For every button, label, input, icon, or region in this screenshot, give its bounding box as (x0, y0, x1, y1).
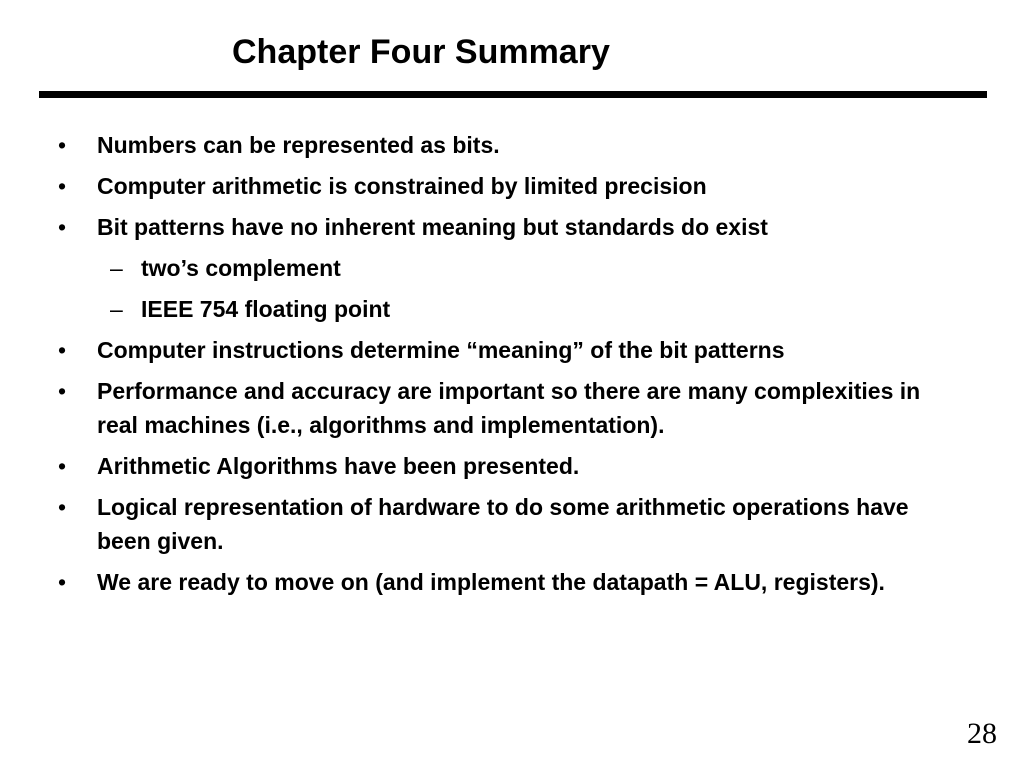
bullet-item (0, 333, 1024, 367)
bullet-marker: • (58, 378, 67, 404)
bullet-item (0, 565, 1024, 599)
bullet-marker: • (58, 173, 67, 199)
bullet-item (0, 210, 1024, 244)
sub-bullet-marker: – (110, 255, 123, 281)
bullet-marker: • (58, 337, 67, 363)
bullet-item (0, 374, 1024, 442)
bullet-text: Numbers can be represented as bits. (97, 132, 500, 158)
bullet-item (0, 490, 1024, 558)
bullet-item (0, 169, 1024, 203)
bullet-marker: • (58, 214, 67, 240)
bullet-item (0, 449, 1024, 483)
bullet-text: We are ready to move on (and implement the datapath = ALU, registers). (97, 569, 885, 595)
page-number: 28 (967, 717, 997, 750)
bullet-text: Computer instructions determine “meaning” of the bit patterns (97, 337, 785, 363)
bullet-marker: • (58, 453, 67, 479)
bullet-text: Performance and accuracy are important so there are many complexities in real machines (i.e., algorithms and implementation). (97, 378, 921, 438)
sub-bullet-item (0, 292, 1024, 326)
sub-bullet-text: two’s complement (141, 255, 341, 281)
bullet-marker: • (58, 494, 67, 520)
sub-bullet-item (0, 251, 1024, 285)
bullet-text: Arithmetic Algorithms have been presented. (97, 453, 580, 479)
title-divider (39, 91, 987, 98)
bullet-text: Computer arithmetic is constrained by limited precision (97, 173, 707, 199)
bullet-marker: • (58, 569, 67, 595)
bullet-item (0, 128, 1024, 162)
sub-bullet-marker: – (110, 296, 123, 322)
sub-bullet-text: IEEE 754 floating point (141, 296, 391, 322)
bullet-list (0, 128, 1024, 606)
slide-title: Chapter Four Summary (232, 33, 610, 71)
bullet-text: Logical representation of hardware to do some arithmetic operations have been given. (97, 494, 909, 554)
bullet-marker: • (58, 132, 67, 158)
bullet-text: Bit patterns have no inherent meaning but standards do exist (97, 214, 768, 240)
